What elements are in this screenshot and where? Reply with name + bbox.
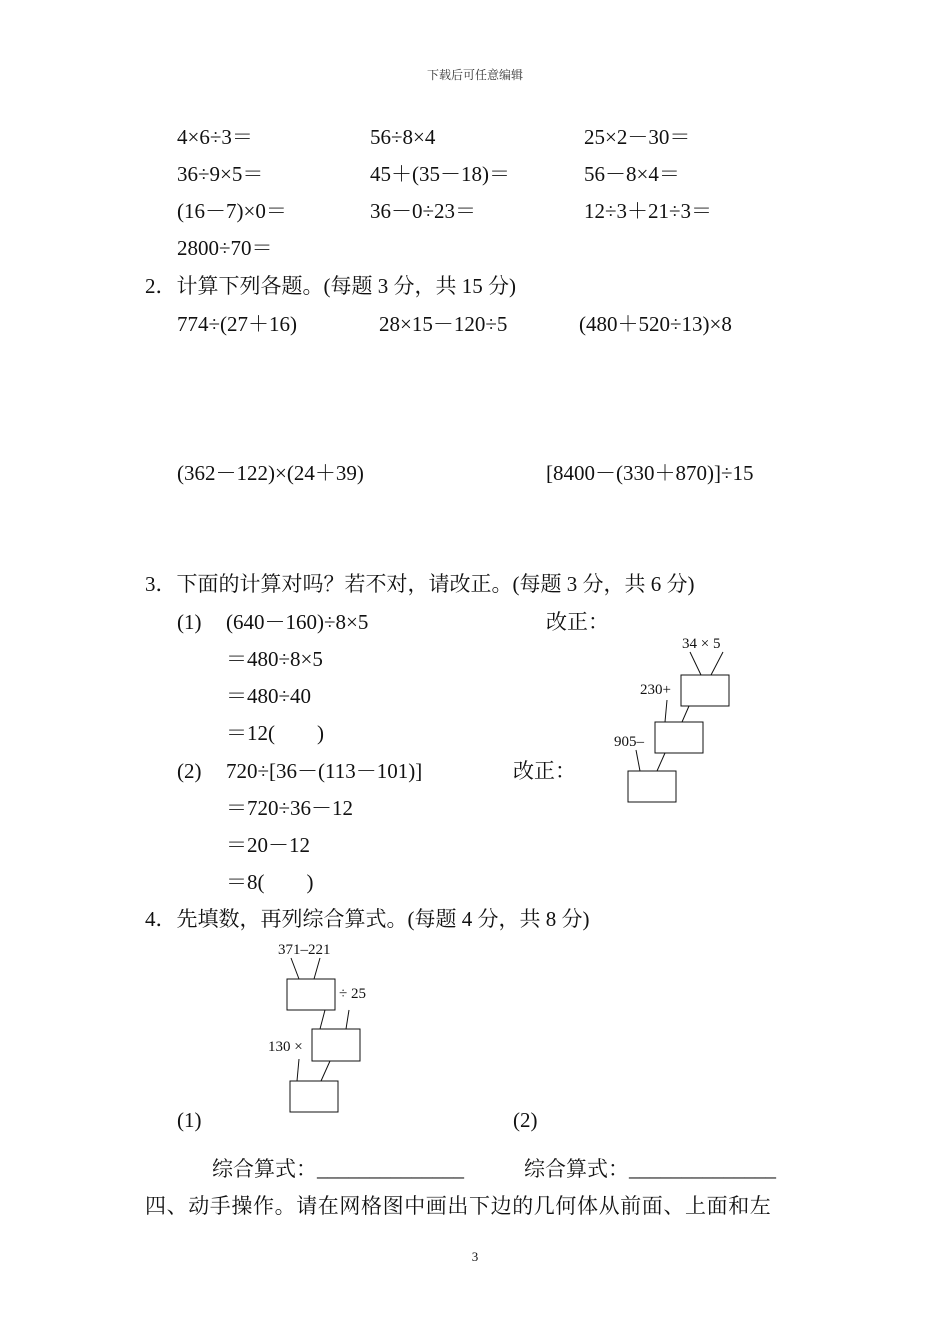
q4-label-1: (1): [177, 1108, 202, 1132]
q2-item-3: (480＋520÷13)×8: [579, 312, 732, 336]
expr-2-2: 45＋(35－18)＝: [370, 162, 510, 186]
diagram-b-low-label: 130 ×: [268, 1039, 303, 1055]
diagram-b-box-2[interactable]: [312, 1029, 360, 1061]
expr-1-3: 25×2－30＝: [584, 125, 691, 149]
flow-diagram-b: [262, 938, 392, 1118]
q3-item1-step-1: ＝480÷8×5: [226, 647, 323, 671]
expr-2-1: 36÷9×5＝: [177, 162, 264, 186]
expr-3-2: 36－0÷23＝: [370, 199, 477, 223]
q4-formula-1[interactable]: 综合算式：______________: [212, 1157, 464, 1181]
expr-3-3: 12÷3＋21÷3＝: [584, 199, 713, 223]
diagram-b-top-label: 371–221: [278, 942, 331, 958]
q4-label-2: (2): [513, 1108, 538, 1132]
q2-item-1: 774÷(27＋16): [177, 312, 298, 336]
expr-1-1: 4×6÷3＝: [177, 125, 253, 149]
diagram-b-box-1[interactable]: [287, 979, 335, 1010]
diagram-b-connector: [321, 1061, 330, 1081]
q3-item1-step-3: ＝12( ): [226, 721, 324, 745]
q2-item-5: [8400－(330＋870)]÷15: [546, 461, 754, 485]
diagram-a-box-3[interactable]: [628, 771, 676, 802]
q3-item2-expression: 720÷[36－(113－101)]: [226, 759, 423, 783]
q3-item2-step-3: ＝8( ): [226, 870, 314, 894]
q3-item2-fix-label: 改正：: [513, 759, 576, 783]
q2-heading: 2．计算下列各题。(每题 3 分，共 15 分): [145, 274, 516, 298]
expr-3-1: (16－7)×0＝: [177, 199, 287, 223]
diagram-a-mid-label: 230+: [640, 682, 671, 698]
diagram-b-connector: [314, 958, 320, 979]
diagram-b-side-label: ÷ 25: [339, 986, 366, 1002]
diagram-a-connector: [636, 750, 640, 771]
q3-item1-fix-label: 改正：: [546, 610, 609, 634]
expr-1-2: 56÷8×4: [370, 125, 436, 149]
diagram-b-connector: [297, 1059, 299, 1081]
q3-item1-number: (1): [177, 610, 202, 634]
diagram-a-box-2[interactable]: [655, 722, 703, 753]
flow-diagram-a: [600, 628, 750, 808]
page-header: 下载后可任意编辑: [426, 68, 523, 82]
diagram-a-connector: [711, 652, 723, 675]
q3-item1-step-2: ＝480÷40: [226, 684, 312, 708]
diagram-a-box-1[interactable]: [681, 675, 729, 706]
q3-item1-expression: (640－160)÷8×5: [226, 610, 369, 634]
diagram-a-top-label: 34 × 5: [682, 636, 721, 652]
diagram-a-connector: [682, 706, 689, 722]
q3-item2-number: (2): [177, 759, 202, 783]
q2-item-4: (362－122)×(24＋39): [177, 461, 364, 485]
expr-4-1: 2800÷70＝: [177, 236, 273, 260]
q4-formula-2[interactable]: 综合算式：______________: [524, 1157, 776, 1181]
expr-2-3: 56－8×4＝: [584, 162, 680, 186]
section-4-heading: 四、动手操作。请在网格图中画出下边的几何体从前面、上面和左: [145, 1194, 772, 1218]
diagram-b-box-3[interactable]: [290, 1081, 338, 1112]
page-number: 3: [471, 1249, 479, 1264]
q4-heading: 4．先填数，再列综合算式。(每题 4 分，共 8 分): [145, 907, 590, 931]
diagram-b-connector: [320, 1010, 325, 1029]
diagram-a-low-label: 905–: [614, 734, 644, 750]
diagram-a-connector: [657, 753, 665, 771]
q3-item2-step-2: ＝20－12: [226, 833, 310, 857]
q2-item-2: 28×15－120÷5: [379, 312, 508, 336]
diagram-b-connector: [291, 958, 299, 979]
q3-item2-step-1: ＝720÷36－12: [226, 796, 354, 820]
q3-heading: 3．下面的计算对吗？若不对，请改正。(每题 3 分，共 6 分): [145, 572, 695, 596]
diagram-a-connector: [665, 700, 667, 722]
diagram-a-connector: [690, 652, 701, 675]
diagram-b-connector: [346, 1010, 349, 1029]
